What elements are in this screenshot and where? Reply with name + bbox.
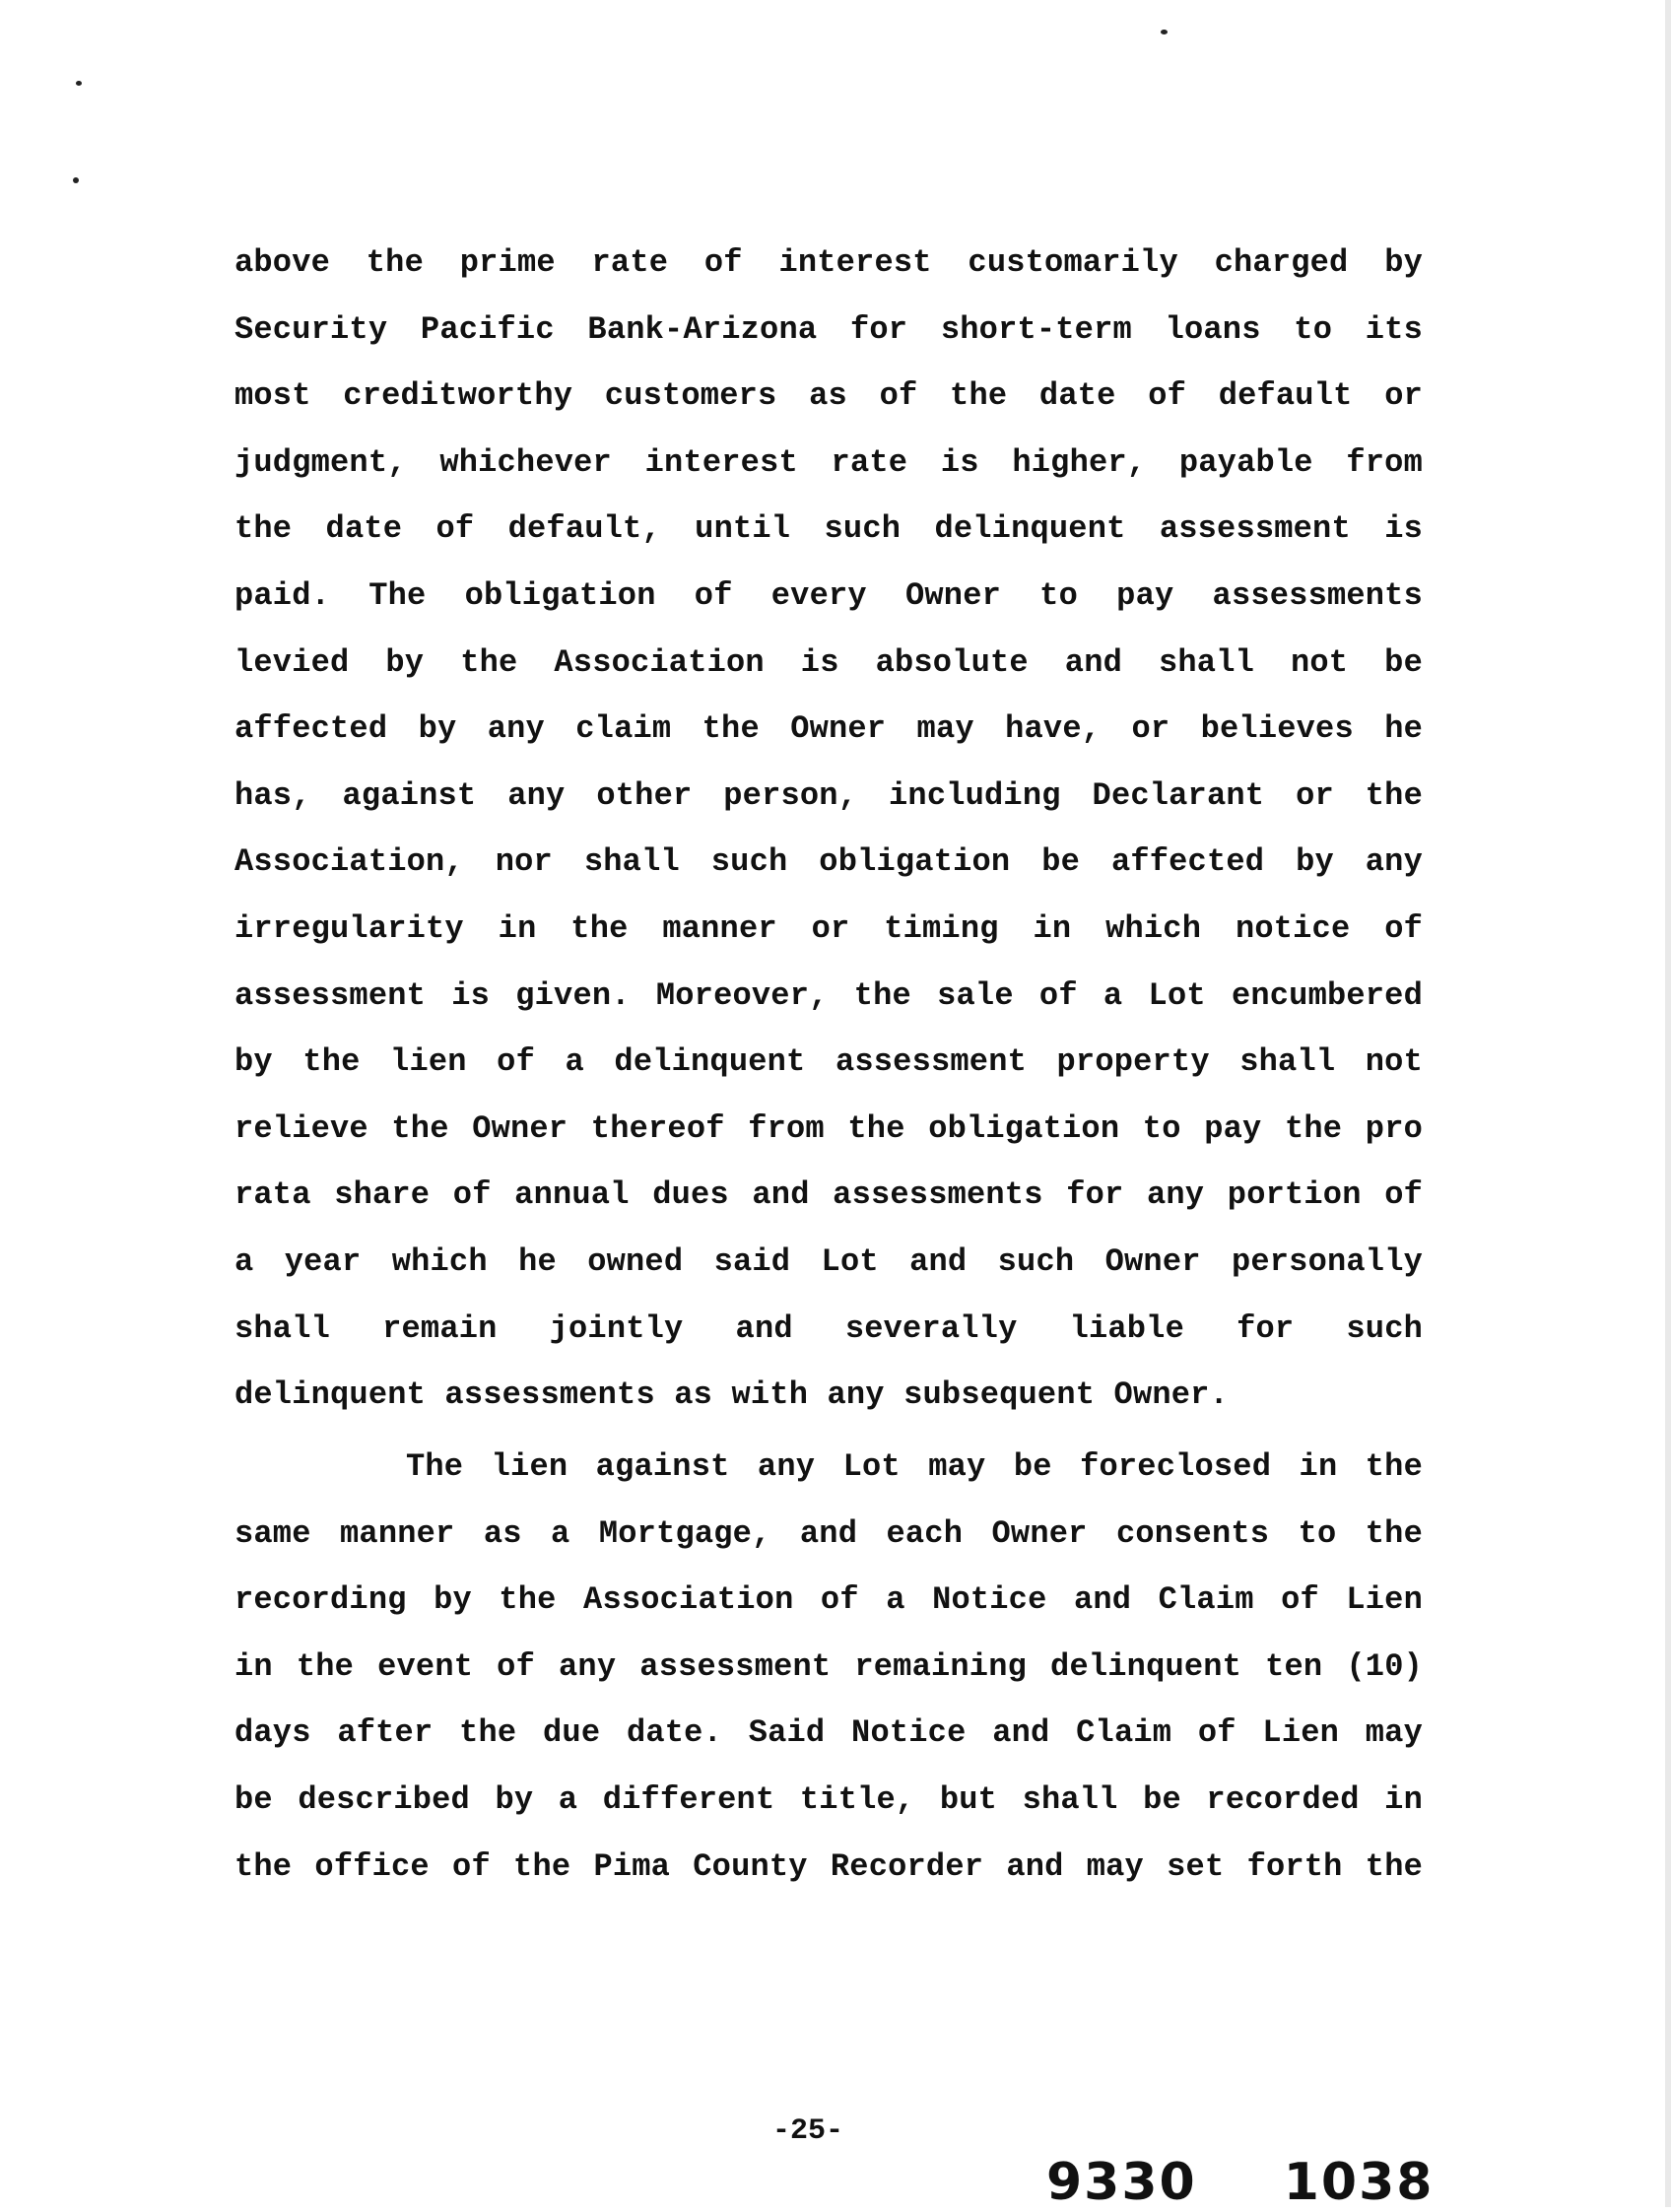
scan-speck [1161, 30, 1168, 34]
text-line: a year which he owned said Lot and such Owner personally [234, 1242, 1423, 1280]
paragraph-1 [234, 230, 1423, 1429]
text-line: by the lien of a delinquent assessment property shall not [234, 1043, 1423, 1081]
text-line: has, against any other person, including Declarant or the [234, 776, 1423, 814]
text-line: The lien against any Lot may be foreclosed in the [406, 1448, 1423, 1485]
scan-speck [73, 177, 79, 183]
text-line: be described by a different title, but shall be recorded in [234, 1780, 1423, 1818]
text-line: rata share of annual dues and assessments for any portion of [234, 1176, 1423, 1214]
text-line: levied by the Association is absolute and shall not be [234, 643, 1423, 681]
stamp-book-number: 9330 [1046, 2153, 1197, 2212]
text-line: Security Pacific Bank-Arizona for short-term loans to its [234, 310, 1423, 348]
text-line: same manner as a Mortgage, and each Owner consents to the [234, 1514, 1423, 1552]
paragraph-2 [234, 1434, 1423, 1900]
recorder-stamp [1046, 2153, 1434, 2212]
text-line: shall remain jointly and severally liable for such [234, 1309, 1423, 1347]
text-line: relieve the Owner thereof from the obligation to pay the pro [234, 1109, 1423, 1147]
text-line: most creditworthy customers as of the date of default or [234, 377, 1423, 415]
text-line: above the prime rate of interest customarily charged by [234, 244, 1423, 281]
text-line: paid. The obligation of every Owner to pay assessments [234, 576, 1423, 614]
text-line: assessment is given. Moreover, the sale of a Lot encumbered [234, 976, 1423, 1014]
text-line: recording by the Association of a Notice and Claim of Lien [234, 1581, 1423, 1619]
page-number: -25- [771, 2114, 843, 2148]
text-line: delinquent assessments as with any subsequent Owner. [234, 1376, 1229, 1414]
text-line: the date of default, until such delinquent assessment is [234, 510, 1423, 548]
text-line: affected by any claim the Owner may have, or believes he [234, 710, 1423, 748]
text-line: Association, nor shall such obligation be affected by any [234, 843, 1423, 881]
text-line: irregularity in the manner or timing in which notice of [234, 909, 1423, 947]
scan-speck [76, 81, 82, 86]
stamp-page-number: 1038 [1283, 2153, 1435, 2212]
scan-edge [1665, 0, 1671, 2207]
text-line: the office of the Pima County Recorder and may set forth the [234, 1847, 1423, 1885]
text-line: in the event of any assessment remaining delinquent ten (10) [234, 1647, 1423, 1685]
text-line: days after the due date. Said Notice and Claim of Lien may [234, 1714, 1423, 1752]
text-line: judgment, whichever interest rate is higher, payable from [234, 443, 1423, 481]
